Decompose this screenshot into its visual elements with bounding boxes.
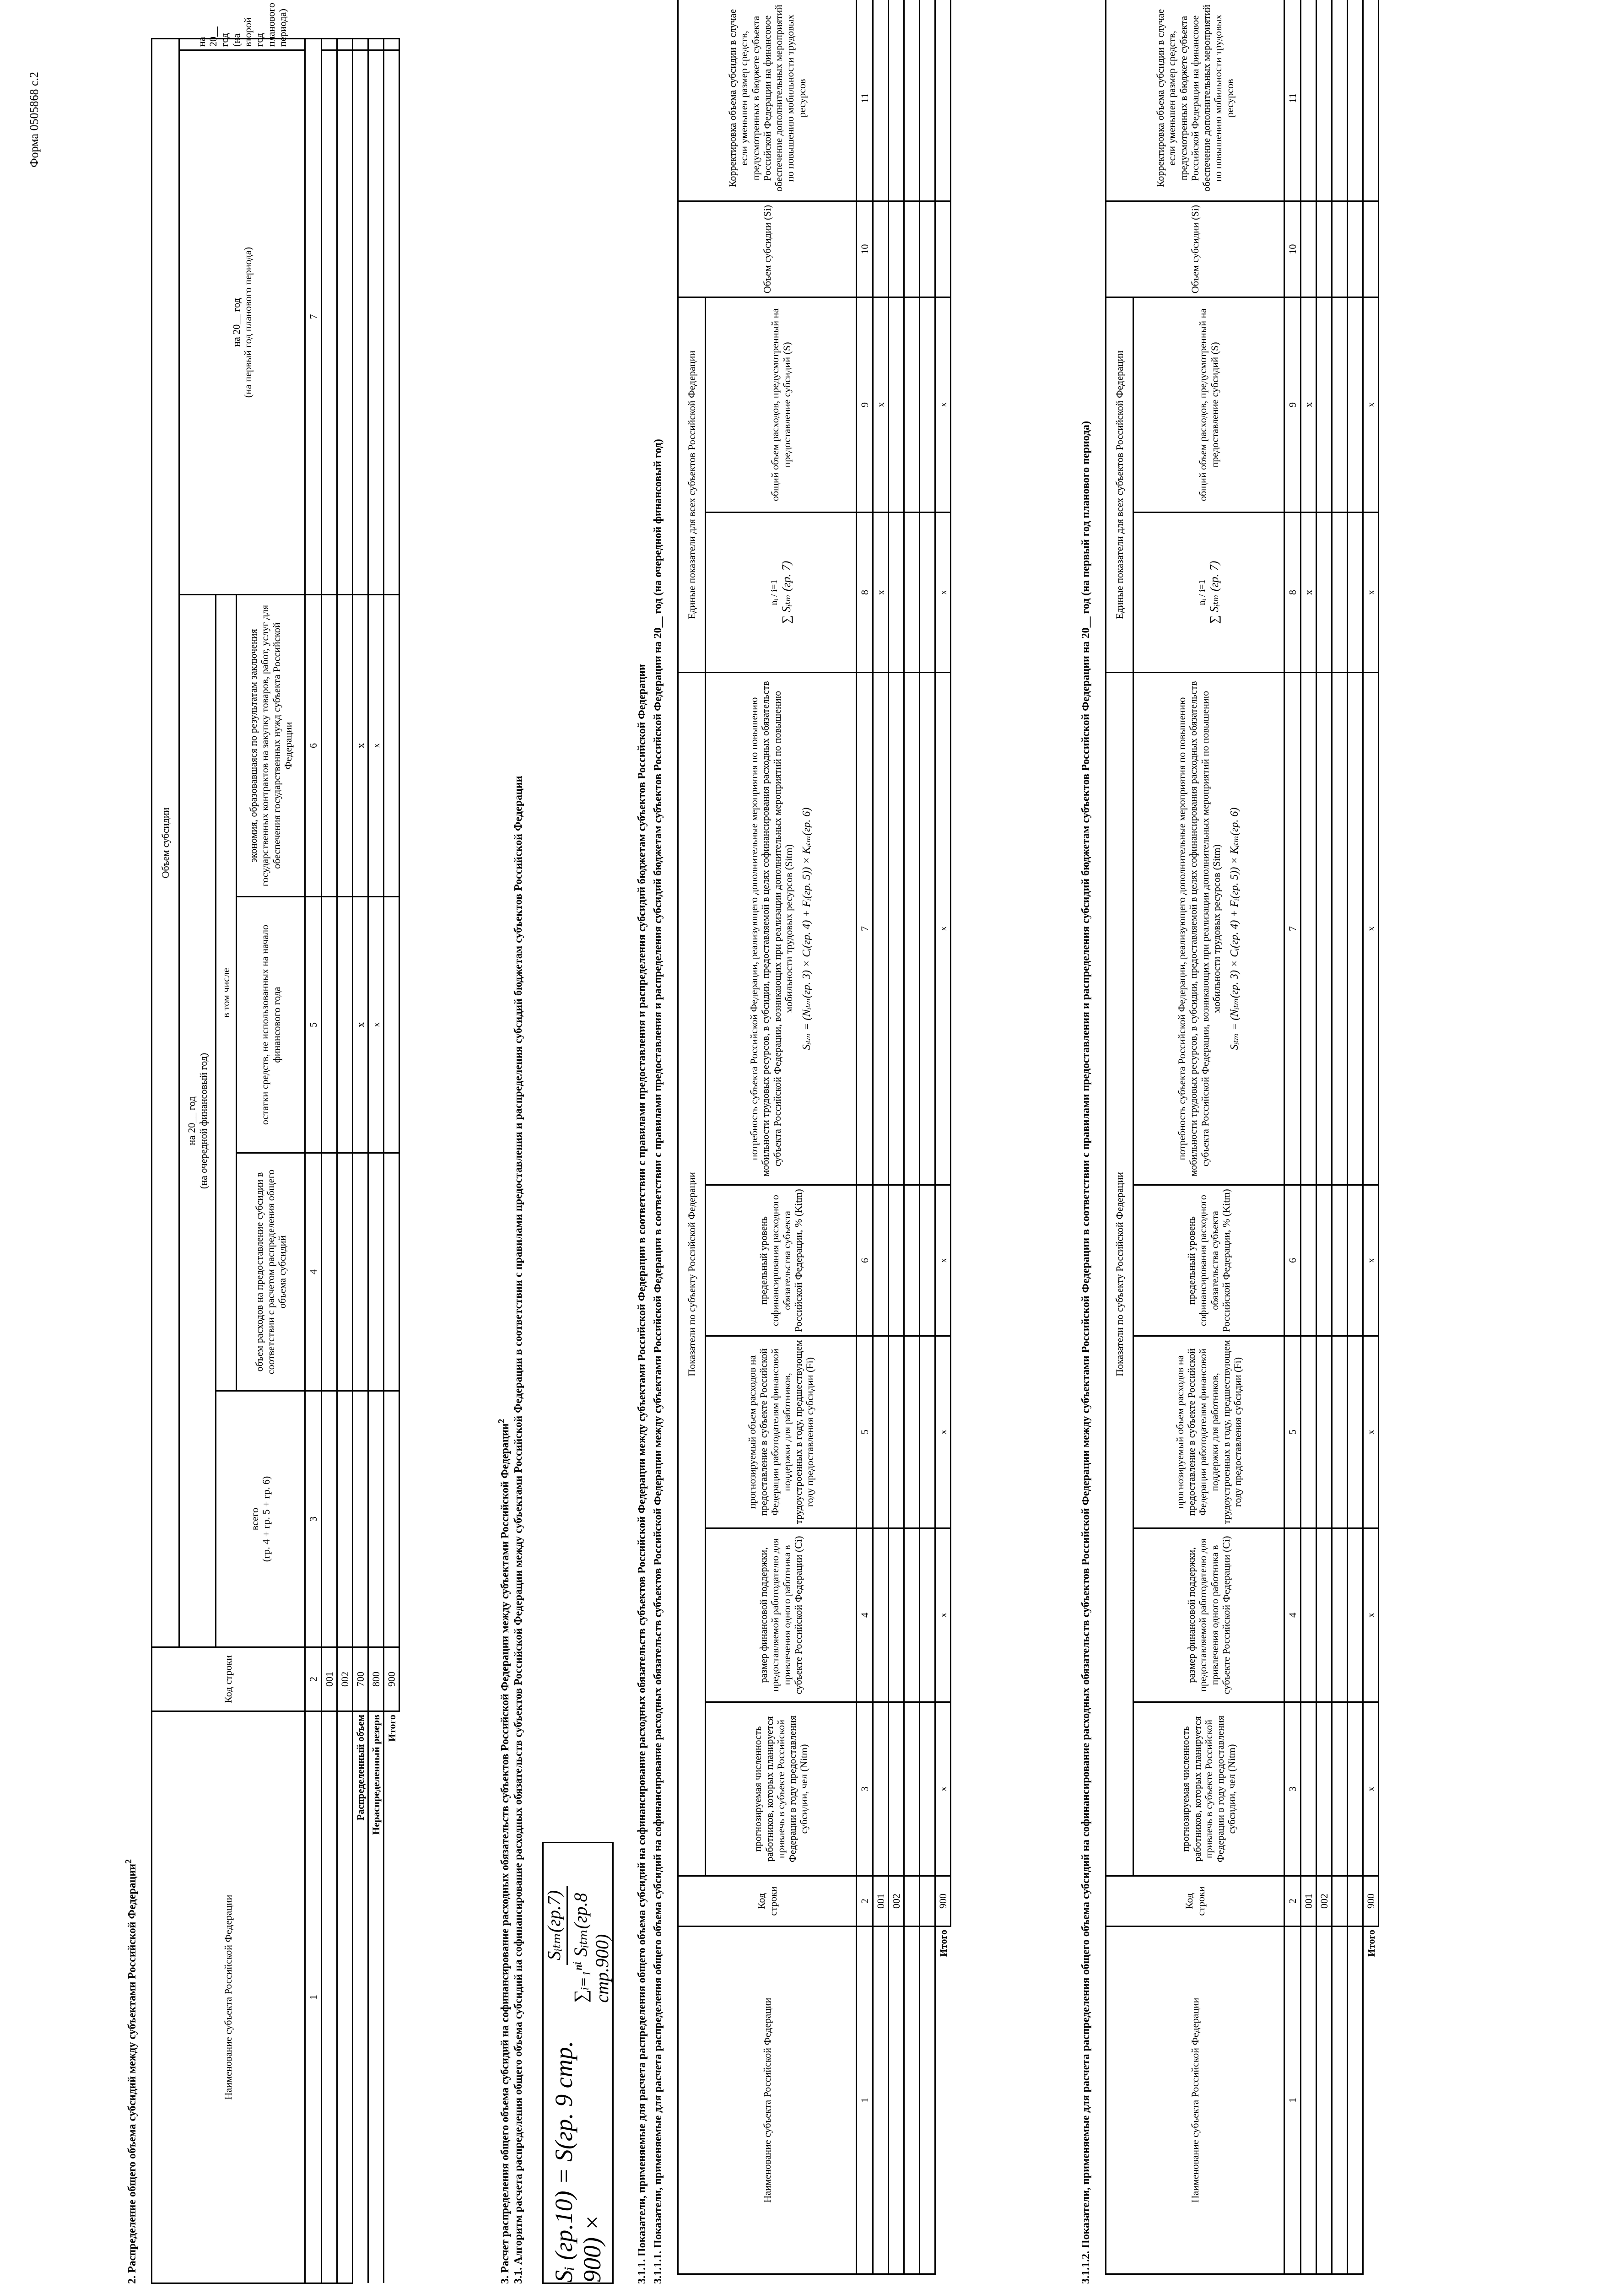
calc-cell [920, 0, 935, 201]
s2-summary-code: 900 [384, 1647, 399, 1711]
calc-unified-header: Единые показатели для всех субъектов Российской Федерации [1106, 297, 1133, 672]
s2-cell [368, 50, 384, 595]
calc-c4-header: размер финансовой поддержки, предоставляемой работодателю для привлечения одного работника в субъекте Российской Федерации (Ci) [706, 1528, 857, 1702]
calc-c9-header: общий объем расходов, предусмотренный на предоставление субсидий (S) [1133, 297, 1284, 512]
calc-cell [1332, 1528, 1348, 1702]
calc-c8-limits: nᵢ / i=1 [1197, 579, 1207, 605]
calc-cell [935, 0, 951, 201]
formula-numerator: Sᵢₜₘ(гр.7) [543, 1886, 568, 1965]
calc-cell [904, 512, 920, 672]
s2-cell [337, 38, 353, 50]
s2-total: всего [248, 1507, 260, 1531]
calc-cell [920, 297, 935, 512]
calc-cell [873, 1336, 889, 1528]
calc-cell [904, 672, 920, 1185]
section2-title-sup: 2 [124, 1859, 134, 1864]
calc-cell-code: 001 [1301, 1876, 1316, 1926]
calc-by-subject-header: Показатели по субъекту Российской Федерации [1106, 672, 1133, 1876]
s2-summary-name: Нераспределенный резерв [368, 1711, 384, 2283]
calc-colnum: 11 [857, 0, 873, 201]
calc-cell-code: 002 [889, 1876, 904, 1926]
s2-colnum: 3 [305, 1391, 322, 1647]
calc-c6-header: предельный уровень софинансирования расходного обязательства субъекта Российской Федерации, % (Kitm) [1133, 1185, 1284, 1336]
calc-c8-header [706, 512, 857, 672]
calc-by-subject-header: Показатели по субъекту Российской Федерации [678, 672, 706, 1876]
calc-c8-limits: nᵢ / i=1 [769, 579, 779, 605]
calc-cell [904, 1876, 920, 1926]
calc-cell [1316, 297, 1332, 512]
table-row [368, 38, 384, 2283]
calc-colnum: 8 [1284, 512, 1301, 672]
calc-x-mark: x [1363, 297, 1379, 512]
calc-x-mark: x [1363, 1702, 1379, 1876]
calc-colnum: 4 [1284, 1528, 1301, 1702]
s2-summary-code: 800 [368, 1647, 384, 1711]
calc-cell [920, 1926, 935, 2274]
section3-1-1-1-title: 3.1.1.1. Показатели, применяемые для расчета распределения общего объема субсидий на софинансирование расходных обязательств субъектов Российской Федерации между субъектами Российской Федерации в соответствии с правилами предоставления и распределения субсидий бюджетам субъектов Российской Федерации на 20__ год (на очередной финансовый год) [652, 439, 664, 2284]
s2-summary-name: Итого [384, 1711, 399, 2283]
calc-cell [904, 1336, 920, 1528]
calc-cell [1301, 201, 1316, 297]
s2-cell [368, 38, 384, 50]
calc-c7-header [706, 672, 857, 1185]
s2-cell [337, 595, 353, 897]
s2-cell [353, 1391, 368, 1647]
s2-year-second: на 20__ год [195, 27, 231, 47]
s2-colnum: 5 [305, 897, 322, 1153]
calc-cell [1332, 297, 1348, 512]
calc-total-code: 900 [1363, 1876, 1379, 1926]
s2-total-header [216, 1391, 305, 1647]
calc-c5-header: прогнозируемый объем расходов на предоставление в субъекте Российской Федерации работодателям финансовой поддержки для работников, трудоустроенных в году, предшествующем году предоставления субсидии (Fi) [1133, 1336, 1284, 1528]
calc-colnum: 9 [857, 297, 873, 512]
calc-cell [889, 512, 904, 672]
s2-cell-code: 001 [322, 1647, 337, 1711]
section3-1-1-title: 3.1.1. Показатели, применяемые для расчета распределения общего объема субсидий на софинансирование расходных обязательств субъектов Российской Федерации между субъектами Российской Федерации в соответствии с правилами предоставления и распределения субсидий бюджетам субъектов Российской Федерации [636, 664, 648, 2284]
s2-cell [353, 1153, 368, 1391]
s2-cell [337, 1153, 353, 1391]
calc-cell [1348, 1876, 1363, 1926]
table-row [322, 38, 337, 2283]
s2-cell [384, 1153, 399, 1391]
table-row [904, 0, 920, 2274]
s2-cell [368, 1391, 384, 1647]
section3-1-title: 3.1. Алгоритм расчета распределения общего объема субсидий на софинансирование расходных обязательств субъектов Российской Федерации между субъектами Российской Федерации в соответствии с правилами предоставления и распределения субсидий бюджетам субъектов Российской Федерации [513, 776, 524, 2284]
calc-cell [1348, 201, 1363, 297]
calc-c10-header: Объем субсидии (Si) [1106, 201, 1284, 297]
s2-total-formula: (гр. 4 + гр. 5 + гр. 6) [260, 1476, 272, 1562]
s2-year-first-header [179, 50, 305, 595]
calc-cell [889, 1336, 904, 1528]
calc-colnum: 4 [857, 1528, 873, 1702]
calc-c7-formula: Sᵢₜₘ = (Nᵢₜₘ(гр. 3) × Cᵢ(гр. 4) + Fᵢ(гр. 5)) × Kᵢₜₘ(гр. 6) [1229, 807, 1241, 1050]
table-row [873, 0, 889, 2274]
calc-c3-header: прогнозируемая численность работников, которых планируется привлечь в субъекте Российской Федерации в году предоставления субсидии, чел (Nitm) [1133, 1702, 1284, 1876]
calc-x-mark: x [935, 1185, 951, 1336]
calc-cell [873, 1185, 889, 1336]
calc-colnum: 3 [1284, 1702, 1301, 1876]
calc-c6-header: предельный уровень софинансирования расходного обязательства субъекта Российской Федерации, % (Kitm) [706, 1185, 857, 1336]
calc-cell-code: 002 [1316, 1876, 1332, 1926]
calc-x-mark: x [1363, 1336, 1379, 1528]
calc-x-mark: x [1301, 297, 1316, 512]
calc-cell [1316, 201, 1332, 297]
calc-cell [873, 0, 889, 201]
calc-cell-name [889, 1926, 904, 2274]
calc-c3-header: прогнозируемая численность работников, которых планируется привлечь в субъекте Российской Федерации в году предоставления субсидии, чел (Nitm) [706, 1702, 857, 1876]
calc-cell [1301, 1185, 1316, 1336]
table-row [1332, 0, 1348, 2274]
calc-row-code-header: Код строки [1106, 1876, 1284, 1926]
calc-colnum: 10 [1284, 201, 1301, 297]
s2-cell [337, 50, 353, 595]
calc-colnum: 8 [857, 512, 873, 672]
calc-colnum: 2 [1284, 1876, 1301, 1926]
calc-x-mark: x [935, 512, 951, 672]
calc-cell [889, 1185, 904, 1336]
table-row [384, 38, 399, 2283]
s2-cell [384, 595, 399, 897]
s2-year-first: на 20__ год [230, 298, 242, 347]
calc-c11-header: Корректировка объема субсидии в случае если уменьшен размер средств, предусмотренных в бюджете субъекта Российской Федерации на финансовое обеспечение дополнительных мероприятий по повышению мобильности трудовых ресурсов [1106, 0, 1284, 201]
s2-cell-name [337, 1711, 353, 2283]
calc-cell [1332, 0, 1348, 201]
calc-cell [889, 201, 904, 297]
table-row [337, 38, 353, 2283]
calc-cell-name [1301, 1926, 1316, 2274]
calc-cell [889, 0, 904, 201]
calc-cell [1332, 1185, 1348, 1336]
calc-cell-name [873, 1926, 889, 2274]
formula-fraction [543, 1843, 613, 2007]
s2-subject-name-header: Наименование субъекта Российской Федерации [152, 1711, 305, 2283]
s2-cell [384, 50, 399, 595]
section2-title [124, 1859, 139, 2284]
calc-cell [1316, 0, 1332, 201]
calc-cell [1301, 1702, 1316, 1876]
calc-cell [920, 201, 935, 297]
calc-cell [889, 672, 904, 1185]
calc-cell [1348, 1926, 1363, 2274]
calc-x-mark: x [1363, 1528, 1379, 1702]
calc-cell [920, 672, 935, 1185]
table-row [1301, 0, 1316, 2274]
s2-summary-name: Распределенный объем [353, 1711, 368, 2283]
s2-x-mark: x [368, 897, 384, 1153]
calc-cell [1316, 1528, 1332, 1702]
calc-cell [873, 201, 889, 297]
s2-col4-header: объем расходов на предоставление субсидии в соответствии с расчетом распределения общего объема субсидий [237, 1153, 305, 1391]
calc-colnum: 7 [857, 672, 873, 1185]
calc-cell [1363, 201, 1379, 297]
calc-colnum: 1 [1284, 1926, 1301, 2274]
calc-x-mark: x [935, 672, 951, 1185]
calc-total-name: Итого [1363, 1926, 1379, 2274]
calc-cell [1348, 297, 1363, 512]
calc-cell-code: 001 [873, 1876, 889, 1926]
calc-cell [1332, 1702, 1348, 1876]
calc-c9-header: общий объем расходов, предусмотренный на предоставление субсидий (S) [706, 297, 857, 512]
calc-colnum: 7 [1284, 672, 1301, 1185]
calc-cell [1316, 1185, 1332, 1336]
calc-x-mark: x [1363, 672, 1379, 1185]
calc-c4-header: размер финансовой поддержки, предоставляемой работодателю для привлечения одного работника в субъекте Российской Федерации (Ci) [1133, 1528, 1284, 1702]
calc-colnum: 2 [857, 1876, 873, 1926]
calc-c8-header [1133, 512, 1284, 672]
calc-c7-text: потребность субъекта Российской Федерации, реализующего дополнительные мероприятия по повышению мобильности трудовых ресурсов, в субсидии, предоставляемой в целях софинансирования расходных обязательств субъекта Российской Федерации, возникающих при реализации дополнительных мероприятий по повышению мобильности трудовых ресурсов (Sitm) [1176, 681, 1222, 1176]
calc-cell [1332, 512, 1348, 672]
s2-colnum: 7 [305, 38, 322, 594]
calc-unified-header: Единые показатели для всех субъектов Российской Федерации [678, 297, 706, 672]
calc-x-mark: x [935, 1528, 951, 1702]
calc-cell [873, 1702, 889, 1876]
calc-cell [904, 201, 920, 297]
s2-cell [384, 1391, 399, 1647]
table-row [1348, 0, 1363, 2274]
calc-colnum: 1 [857, 1926, 873, 2274]
calc-cell [920, 1876, 935, 1926]
s2-cell-code: 002 [337, 1647, 353, 1711]
calc-c8-formula: ∑ Sᵢₜₘ (гр. 7) [779, 561, 793, 624]
s2-row-code-header: Код строки [152, 1647, 305, 1711]
calc-cell [1363, 0, 1379, 201]
calc-colnum: 9 [1284, 297, 1301, 512]
section3-title-text: 3. Расчет распределения общего объема субсидий на софинансирование расходных обязательств субъектов Российской Федерации между субъектами Российской Федерации [499, 1423, 511, 2284]
calc-x-mark: x [935, 297, 951, 512]
form-code: Форма 0505868 с.2 [27, 71, 41, 167]
table-row [935, 0, 951, 2274]
s2-year-current-header [179, 595, 216, 1647]
section3-title [496, 42, 512, 2284]
calc-cell [1316, 1702, 1332, 1876]
s2-cell-name [322, 1711, 337, 2283]
calc-cell [1348, 1702, 1363, 1876]
s2-col6-header: экономия, образовавшаяся по результатам заключения государственных контрактов на закупку товаров, работ, услуг для обеспечения государственных нужд субъекта Российской Федерации [237, 595, 305, 897]
calc-x-mark: x [935, 1702, 951, 1876]
calc-colnum: 10 [857, 201, 873, 297]
calc-c7-formula: Sᵢₜₘ = (Nᵢₜₘ(гр. 3) × Cᵢ(гр. 4) + Fᵢ(гр. 5)) × Kᵢₜₘ(гр. 6) [801, 807, 813, 1050]
calc-cell [1348, 1336, 1363, 1528]
calc-cell [1348, 512, 1363, 672]
calc-colnum: 6 [857, 1185, 873, 1336]
s2-cell [322, 1391, 337, 1647]
calc-cell [1332, 1926, 1348, 2274]
formula-lhs: Sᵢ (гр.10) = S(гр. 9 стр. 900) × [550, 2040, 606, 2283]
s2-cell [353, 50, 368, 595]
s2-year-second-header [179, 2, 305, 50]
calc-cell [1348, 672, 1363, 1185]
section2-title-text: 2. Распределение общего объема субсидий между субъектами Российской Федерации [126, 1863, 138, 2284]
calc-cell [889, 1702, 904, 1876]
calc-subject-name-header: Наименование субъекта Российской Федерации [1106, 1926, 1284, 2274]
calc-cell [904, 297, 920, 512]
calc-cell [873, 672, 889, 1185]
section3-title-sup: 2 [496, 1419, 507, 1424]
table-row [920, 0, 935, 2274]
calc-row-code-header: Код строки [678, 1876, 857, 1926]
s2-year-current: на 20__ год [186, 1096, 198, 1145]
calc-x-mark: x [935, 1336, 951, 1528]
calc-cell [904, 0, 920, 201]
calc-x-mark: x [873, 512, 889, 672]
s2-colnum: 2 [305, 1647, 322, 1711]
calc-cell [1316, 1336, 1332, 1528]
s2-subsidy-volume-header: Объем субсидии [152, 38, 179, 1647]
s2-colnum-row [305, 38, 322, 2283]
calc-cell [904, 1926, 920, 2274]
formula-denominator: ∑ᵢ₌₁ⁿⁱ Sᵢₜₘ(гр.8 стр.900) [570, 1893, 612, 2003]
calc-total-code: 900 [935, 1876, 951, 1926]
calc-cell [873, 1528, 889, 1702]
distribution-formula [542, 1842, 614, 2284]
table-row [889, 0, 904, 2274]
calc-cell [1332, 201, 1348, 297]
calc-cell [1332, 672, 1348, 1185]
s2-cell [368, 1153, 384, 1391]
calc-cell [1301, 1336, 1316, 1528]
calc-cell [1316, 512, 1332, 672]
s2-cell [384, 897, 399, 1153]
table-row [1363, 0, 1379, 2274]
table-row [353, 38, 368, 2283]
calc-cell [920, 512, 935, 672]
calc-c8-formula: ∑ Sᵢₜₘ (гр. 7) [1207, 561, 1221, 624]
calc-x-mark: x [1363, 1185, 1379, 1336]
calc-c11-header: Корректировка объема субсидии в случае если уменьшен размер средств, предусмотренных в бюджете субъекта Российской Федерации на финансовое обеспечение дополнительных мероприятий по повышению мобильности трудовых ресурсов [678, 0, 857, 201]
s2-cell [322, 1153, 337, 1391]
calc-cell [904, 1185, 920, 1336]
calc-cell [920, 1702, 935, 1876]
s2-col5-header: остатки средств, не использованных на начало финансового года [237, 897, 305, 1153]
calc-cell [1316, 672, 1332, 1185]
s2-cell [384, 38, 399, 50]
calc-c7-header [1133, 672, 1284, 1185]
s2-cell [337, 1391, 353, 1647]
calc-cell [904, 1702, 920, 1876]
section3-1-1-2-title: 3.1.1.2. Показатели, применяемые для расчета распределения общего объема субсидий на софинансирование расходных обязательств субъектов Российской Федерации между субъектами Российской Федерации в соответствии с правилами предоставления и распределения субсидий бюджетам субъектов Российской Федерации на 20__ год (на первый год планового периода) [1080, 421, 1092, 2284]
calc-total-name: Итого [935, 1926, 951, 2274]
s2-colnum: 1 [305, 1711, 322, 2283]
calc-cell [904, 1528, 920, 1702]
section2-table [151, 2, 400, 2284]
calc-cell [1332, 1876, 1348, 1926]
calc-cell [1348, 0, 1363, 201]
calc-table-current-year [677, 0, 951, 2275]
calc-x-mark: x [1363, 512, 1379, 672]
s2-x-mark: x [368, 595, 384, 897]
calc-cell [935, 201, 951, 297]
calc-cell [1301, 1528, 1316, 1702]
calc-cell [920, 1336, 935, 1528]
calc-x-mark: x [873, 297, 889, 512]
s2-cell [322, 897, 337, 1153]
s2-cell [322, 595, 337, 897]
calc-colnum: 6 [1284, 1185, 1301, 1336]
calc-cell [1301, 672, 1316, 1185]
calc-colnum: 3 [857, 1702, 873, 1876]
calc-colnum: 11 [1284, 0, 1301, 201]
s2-year-current-note: (на очередной финансовый год) [197, 1052, 209, 1189]
calc-colnum: 5 [857, 1336, 873, 1528]
calc-table-first-planning-year [1105, 0, 1379, 2275]
s2-year-second-note: (на второй год планового периода) [230, 2, 288, 47]
s2-cell [322, 38, 337, 50]
s2-summary-code: 700 [353, 1647, 368, 1711]
s2-x-mark: x [353, 897, 368, 1153]
calc-cell-name [1316, 1926, 1332, 2274]
calc-cell [1348, 1528, 1363, 1702]
calc-c7-text: потребность субъекта Российской Федерации, реализующего дополнительные мероприятия по повышению мобильности трудовых ресурсов, в субсидии, предоставляемой в целях софинансирования расходных обязательств субъекта Российской Федерации, возникающих при реализации дополнительных мероприятий по повышению мобильности трудовых ресурсов (Sitm) [748, 681, 794, 1176]
calc-cell [1348, 1185, 1363, 1336]
s2-colnum: 6 [305, 595, 322, 897]
calc-cell [920, 1528, 935, 1702]
table-row [1316, 0, 1332, 2274]
calc-cell [889, 297, 904, 512]
calc-cell [1301, 0, 1316, 201]
s2-cell [337, 897, 353, 1153]
calc-colnum: 5 [1284, 1336, 1301, 1528]
s2-cell [353, 38, 368, 50]
calc-x-mark: x [1301, 512, 1316, 672]
s2-x-mark: x [353, 595, 368, 897]
calc-c5-header: прогнозируемый объем расходов на предоставление в субъекте Российской Федерации работодателям финансовой поддержки для работников, трудоустроенных в году, предшествующем году предоставления субсидии (Fi) [706, 1336, 857, 1528]
s2-cell [322, 50, 337, 595]
calc-c10-header: Объем субсидии (Si) [678, 201, 857, 297]
calc-cell [920, 1185, 935, 1336]
calc-cell [889, 1528, 904, 1702]
calc-cell [1332, 1336, 1348, 1528]
s2-incl-header: в том числе [216, 595, 237, 1391]
s2-colnum: 4 [305, 1153, 322, 1391]
s2-year-first-note: (на первый год планового периода) [242, 247, 254, 398]
calc-subject-name-header: Наименование субъекта Российской Федерации [678, 1926, 857, 2274]
